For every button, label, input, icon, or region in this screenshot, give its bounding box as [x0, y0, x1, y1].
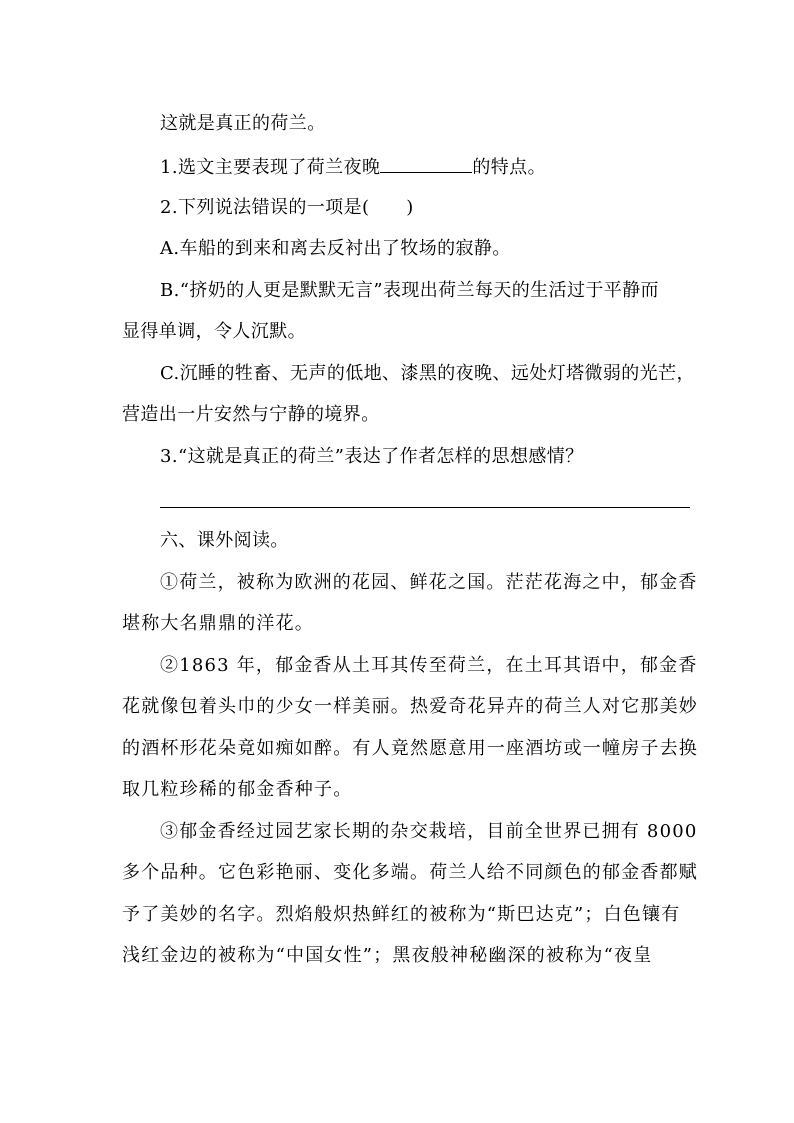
question-2: 2.下列说法错误的一项是( ) [160, 197, 414, 218]
paragraph-3-line-3: 予了美妙的名字。烈焰般炽热鲜红的被称为“斯巴达克”；白色镶有 [122, 904, 681, 925]
paragraph-1-line-2: 堪称大名鼎鼎的洋花。 [122, 613, 314, 634]
option-a: A.车船的到来和离去反衬出了牧场的寂静。 [160, 238, 511, 259]
question-3: 3.“这就是真正的荷兰”表达了作者怎样的思想感情？ [160, 446, 584, 467]
paragraph-2-line-4: 取几粒珍稀的郁金香种子。 [122, 779, 353, 800]
paragraph-3-line-2: 多个品种。它色彩艳丽、变化多端。荷兰人给不同颜色的郁金香都赋 [122, 862, 698, 883]
paragraph-2-line-2: 花就像包着头巾的少女一样美丽。热爱奇花异卉的荷兰人对它那美妙 [122, 696, 698, 717]
option-c-line-1: C.沉睡的牲畜、无声的低地、漆黑的夜晚、远处灯塔微弱的光芒， [160, 363, 695, 384]
paragraph-2-line-1: ②1863 年，郁金香从土耳其传至荷兰，在土耳其语中，郁金香 [160, 655, 698, 676]
question-1-suffix: 的特点。 [472, 157, 546, 178]
paragraph-3-line-1: ③郁金香经过园艺家长期的杂交栽培，目前全世界已拥有 8000 [160, 821, 698, 842]
paragraph-1-line-1: ①荷兰，被称为欧洲的花园、鲜花之国。茫茫花海之中，郁金香 [160, 572, 698, 593]
question-1 [160, 155, 692, 179]
paragraph-3-line-4: 浅红金边的被称为“中国女性”；黑夜般神秘幽深的被称为“夜皇 [122, 945, 653, 966]
paragraph-2-line-3: 的酒杯形花朵竟如痴如醉。有人竟然愿意用一座酒坊或一幢房子去换 [122, 738, 698, 759]
section-six-heading: 六、课外阅读。 [160, 530, 289, 551]
question-1-blank [380, 155, 472, 173]
option-b-line-2: 显得单调，令人沉默。 [122, 321, 306, 342]
question-1-prefix: 1.选文主要表现了荷兰夜晚 [160, 157, 381, 178]
passage-tail-line: 这就是真正的荷兰。 [160, 113, 326, 134]
option-c-line-2: 营造出一片安然与宁静的境界。 [122, 404, 380, 425]
answer-line [160, 507, 690, 508]
option-b-line-1: B.“挤奶的人更是默默无言”表现出荷兰每天的生活过于平静而 [160, 280, 659, 301]
